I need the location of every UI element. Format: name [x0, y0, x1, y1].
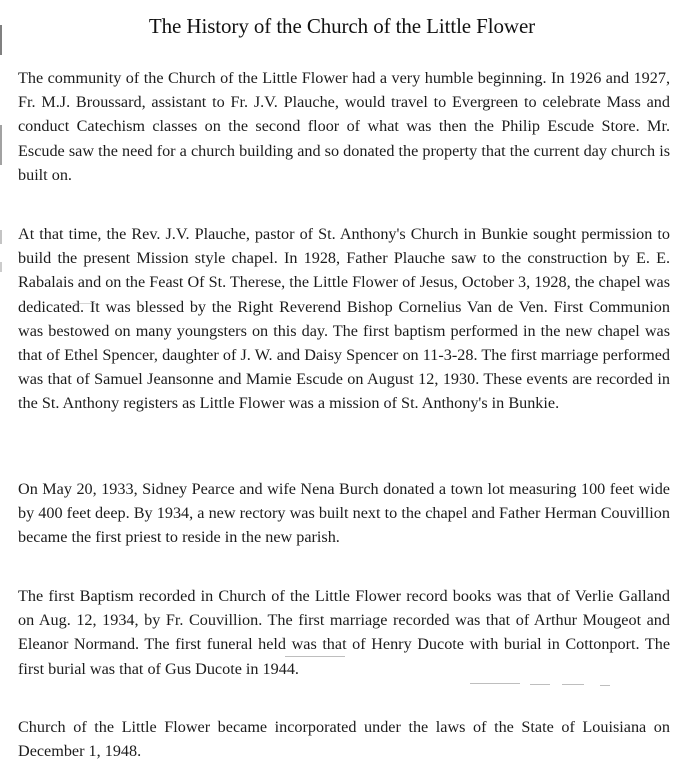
paragraph-chapel: At that time, the Rev. J.V. Plauche, pastor of St. Anthony's Church in Bunkie sought permission to build the present Mission style chapel. In 1928, Father Plauche saw to the construction by E. E. Rabalais and on the Feast Of St. Therese, the Little Flower of Jesus, October 3, 1928, the chapel was dedicated. It was blessed by the Right Reverend Bishop Cornelius Van de Ven. First Communion was bestowed on many youngsters on this day. The first baptism performed in the new chapel was that of Ethel Spencer, daughter of J. W. and Daisy Spencer on 11-3-28. The first marriage performed was that of Samuel Jeansonne and Mamie Escude on August 12, 1930. These events are recorded in the St. Anthony registers as Little Flower was a mission of St. Anthony's in Bunkie. [18, 225, 670, 413]
scan-scratch-mark [72, 303, 97, 304]
scan-edge-artifact [0, 230, 2, 244]
paragraph-beginning: The community of the Church of the Little Flower had a very humble beginning. In 1926 and 1927, Fr. M.J. Broussard, assistant to Fr. J.V. Plauche, would travel to Evergreen to celebrate Mass and conduct Catechism classes on the second floor of what was then the Philip Escude Store. Mr. Escude saw the need for a church building and so donated the property that the current day church is built on. [18, 69, 670, 184]
scan-scratch-mark [600, 685, 610, 686]
scan-edge-artifact [0, 125, 2, 165]
scan-scratch-mark [470, 683, 520, 684]
paragraph-first-records: The first Baptism recorded in Church of the Little Flower record books was that of Verlie Galland on Aug. 12, 1934, by Fr. Couvillion. The first marriage recorded was that of Arthur Mougeot and Eleanor Normand. The first funeral held was that of Henry Ducote with burial in Cottonport. The first burial was that of Gus Ducote in 1944. [18, 587, 670, 678]
paragraph-rectory: On May 20, 1933, Sidney Pearce and wife Nena Burch donated a town lot measuring 100 feet wide by 400 feet deep. By 1934, a new rectory was built next to the chapel and Father Herman Couvillion became the first priest to reside in the new parish. [18, 480, 670, 547]
scan-scratch-mark [530, 684, 550, 685]
document-title: The History of the Church of the Little Flower [148, 14, 536, 38]
scan-edge-artifact [0, 262, 2, 272]
scan-scratch-mark [562, 684, 584, 685]
paragraph-incorporation: Church of the Little Flower became incorporated under the laws of the State of Louisiana on December 1, 1948. [18, 718, 670, 761]
scan-scratch-mark [285, 656, 345, 657]
